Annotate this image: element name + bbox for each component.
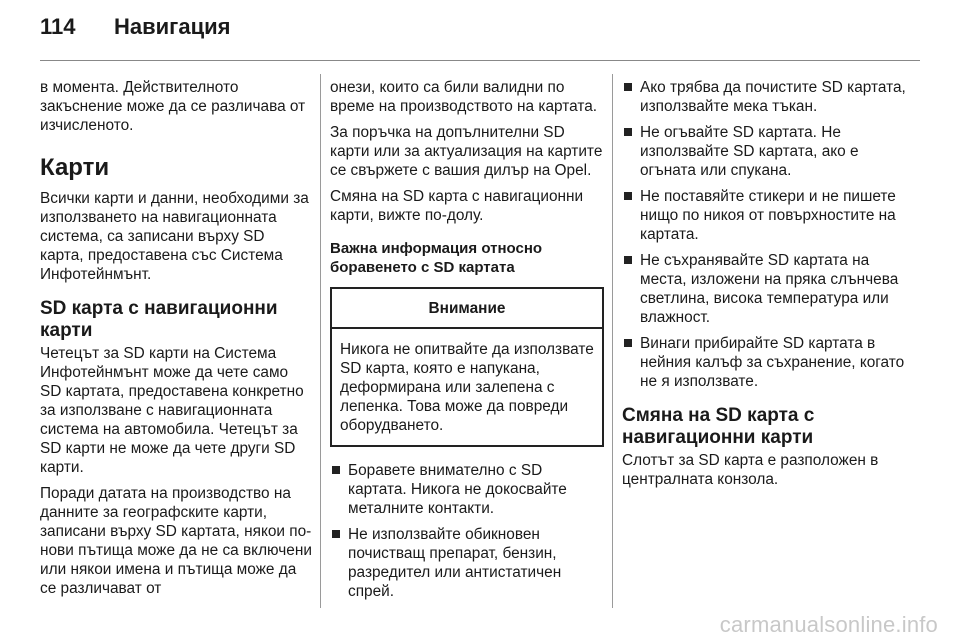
handling-list-1: [330, 461, 604, 601]
bullet-square-icon: [624, 192, 632, 200]
list-item-text: Не използвайте обикновен почистващ препарат, бензин, разредител или антистатичен спрей.: [348, 526, 562, 600]
list-item: [622, 123, 912, 180]
column-3: [622, 78, 912, 496]
page-number: 114: [40, 14, 76, 39]
bullet-square-icon: [624, 339, 632, 347]
list-item-text: Не огъвайте SD картата. Не използвайте SD картата, ако е огъната или спукана.: [640, 124, 859, 179]
warning-text: Никога не опитвайте да използвате SD карта, която е напукана, деформирана или залепена с лепенка. Това може да повреди оборудването.: [340, 341, 594, 434]
list-item: [622, 251, 912, 327]
list-item: [330, 525, 604, 601]
watermark: carmanualsonline.info: [719, 612, 938, 637]
intro-continued-paragraph: в момента. Действителното закъснение може да се различава от изчисленото.: [40, 79, 306, 134]
change-sd-card-paragraph: Слотът за SD карта е разположен в централната конзола.: [622, 452, 879, 488]
sd-card-heading: SD карта с навигационни карти: [40, 298, 278, 341]
list-item-text: Боравете внимателно с SD картата. Никога не докосвайте металните контакти.: [348, 462, 567, 517]
change-sd-card-heading: Смяна на SD карта с навигационни карти: [622, 405, 815, 448]
sd-card-paragraph-1: Четецът за SD карти на Система Инфотейнмънт може да чете само SD картата, предоставена конкретно за използване с навигационната система на автомобила. Четецът за SD карти не може да чете други SD карти.: [40, 345, 304, 476]
header-divider: [40, 60, 920, 61]
column-2: [330, 78, 604, 608]
change-reference-paragraph: Смяна на SD карта с навигационни карти, вижте по-долу.: [330, 188, 584, 224]
bullet-square-icon: [332, 530, 340, 538]
warning-title: Внимание: [332, 289, 602, 329]
order-paragraph: За поръчка на допълнителни SD карти или за актуализация на картите се свържете с вашия дилър на Opel.: [330, 124, 603, 179]
handling-subheading: Важна информация относно боравенето с SD картата: [330, 240, 543, 276]
sd-card-paragraph-2: Поради датата на производство на данните за географските карти, записани върху SD картата, някои по-нови пътища може да не са включени или някои имена и пътища може да се различават от: [40, 485, 312, 597]
bullet-square-icon: [624, 256, 632, 264]
list-item: [330, 461, 604, 518]
production-paragraph: онези, които са били валидни по време на производството на картата.: [330, 79, 598, 115]
list-item-text: Винаги прибирайте SD картата в нейния калъф за съхранение, когато не я използвате.: [640, 335, 905, 390]
list-item-text: Не съхранявайте SD картата на места, изложени на пряка слънчева светлина, висока температура или влажност.: [640, 252, 899, 326]
column-divider-2: [612, 74, 613, 608]
handling-list-2: [622, 78, 912, 391]
bullet-square-icon: [624, 128, 632, 136]
list-item: [622, 78, 912, 116]
maps-paragraph: Всички карти и данни, необходими за използването на навигационната система, са записани върху SD карта, предоставена със Система Инфотейнмънт.: [40, 190, 309, 283]
bullet-square-icon: [332, 466, 340, 474]
bullet-square-icon: [624, 83, 632, 91]
list-item-text: Не поставяйте стикери и не пишете нищо по никоя от повърхностите на картата.: [640, 188, 896, 243]
column-1: [40, 78, 312, 605]
list-item: [622, 187, 912, 244]
list-item-text: Ако трябва да почистите SD картата, използвайте мека тъкан.: [640, 79, 906, 115]
column-divider-1: [320, 74, 321, 608]
chapter-title: Навигация: [114, 14, 231, 39]
maps-heading: Карти: [40, 154, 110, 181]
list-item: [622, 334, 912, 391]
warning-box: [330, 287, 604, 447]
